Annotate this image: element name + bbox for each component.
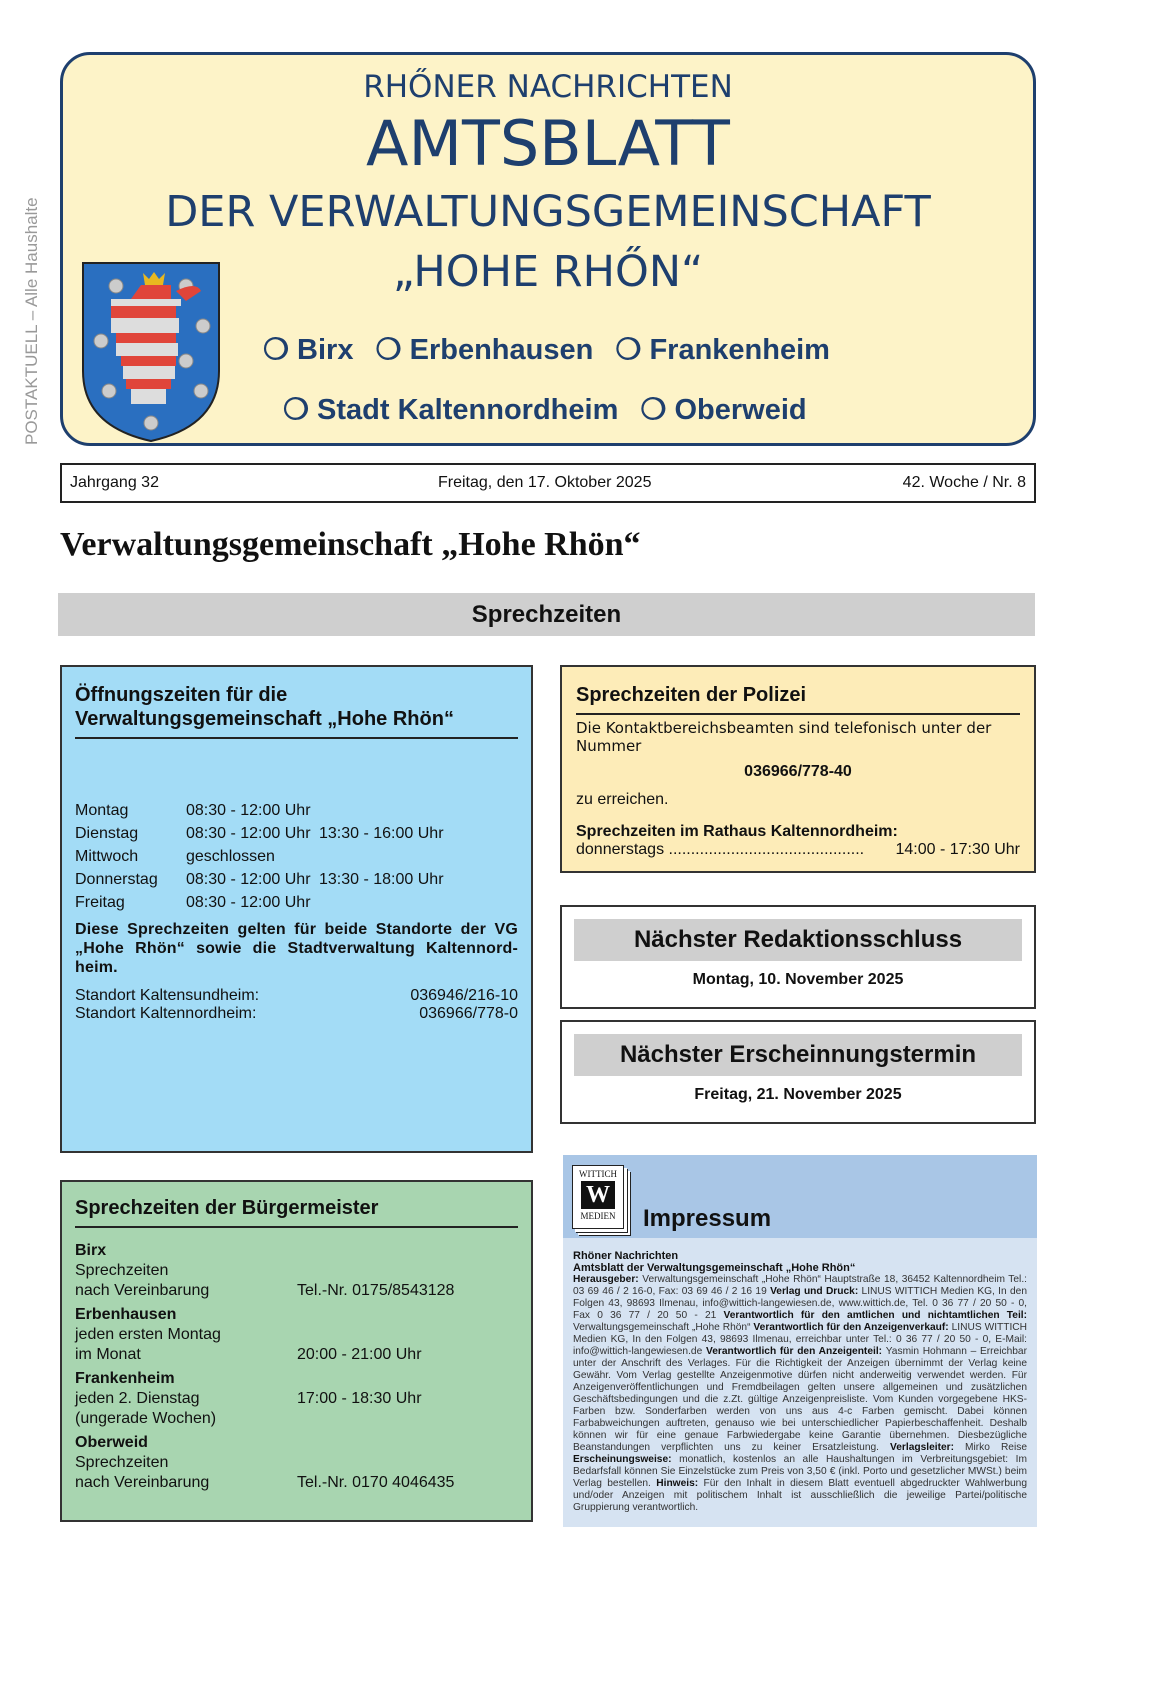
volume: Jahrgang 32	[70, 474, 159, 491]
issue-number: 42. Woche / Nr. 8	[902, 474, 1026, 491]
member-places-row2	[283, 392, 821, 427]
mayor-schedule: im Monat	[75, 1346, 141, 1363]
mayor-contact: 20:00 - 21:00 Uhr	[297, 1346, 422, 1363]
mayor-row	[75, 1474, 518, 1492]
impressum-label: Hinweis:	[656, 1478, 704, 1489]
mayor-place: Erbenhausen	[75, 1306, 177, 1323]
deadline-title: Nächster Redaktionsschluss	[574, 919, 1022, 961]
mayors-title: Sprechzeiten der Bürgermeister	[75, 1196, 518, 1228]
time-morning: 08:30 - 12:00 Uhr	[186, 825, 311, 842]
issue-date: Freitag, den 17. Oktober 2025	[438, 474, 652, 491]
masthead-line4: „HOHE RHŐN“	[392, 247, 704, 297]
issue-info-bar	[60, 463, 1036, 503]
impressum-label: Verlagsleiter:	[890, 1442, 966, 1453]
day: Dienstag	[75, 825, 139, 842]
mayor-row	[75, 1410, 518, 1428]
place-erbenhausen: ❍ Erbenhausen	[375, 334, 594, 366]
phone-row	[75, 987, 518, 1005]
impressum-h2: Amtsblatt der Verwaltungsgemeinschaft „Hohe Rhön“	[573, 1262, 856, 1274]
place-oberweid: ❍ Oberweid	[640, 394, 807, 426]
opening-row	[75, 845, 518, 868]
mayor-schedule: nach Vereinbarung	[75, 1282, 210, 1299]
place-birx: ❍ Birx	[263, 334, 354, 366]
opening-row	[75, 891, 518, 914]
police-text: Die Kontaktbereichsbeamten sind telefonisch unter der Nummer	[576, 719, 992, 755]
time-afternoon: 13:30 - 18:00 Uhr	[319, 871, 444, 888]
day: Mittwoch	[75, 848, 139, 865]
next-issue-box	[560, 1020, 1036, 1124]
logo-bottom: MEDIEN	[580, 1211, 616, 1221]
mayor-row	[75, 1454, 518, 1472]
impressum-value: Für den Inhalt in diesem Blatt eventuell abgedruckter Wahlwerbung und/oder Anzeigen mit politischem Inhalt ist ausschließlich die jeweilige Partei/politische Gruppierung verantwortlich.	[573, 1478, 1027, 1513]
time-morning: 08:30 - 12:00 Uhr	[186, 802, 311, 819]
opening-hours-note: Diese Sprechzeiten gelten für beide Standorte der VG „Hohe Rhön“ sowie die Stadtverwaltung Kaltennord-heim.	[75, 921, 518, 976]
mayor-place: Birx	[75, 1242, 107, 1259]
mayor-schedule: jeden ersten Montag	[75, 1326, 221, 1343]
rathaus-time: 14:00 - 17:30 Uhr	[895, 841, 1020, 858]
impressum-label: Verantwortlich für den Anzeigenverkauf:	[753, 1322, 952, 1333]
mayor-contact: Tel.-Nr. 0175/8543128	[297, 1282, 455, 1299]
impressum-value: Mirko Reise	[965, 1442, 1027, 1453]
impressum-value: Verwaltungsgemeinschaft „Hohe Rhön“ Hauptstraße 18, 36452 Kaltennordheim Tel.: 03 69 46 / 2 16-0, Fax: 03 69 46 / 2 16 19	[573, 1274, 1027, 1297]
member-places-row1	[263, 332, 844, 367]
impressum-value: Verwaltungsgemeinschaft „Hohe Rhön“	[573, 1322, 754, 1333]
day: Donnerstag	[75, 871, 158, 888]
impressum-title: Impressum	[643, 1205, 772, 1232]
time-morning: geschlossen	[186, 848, 275, 865]
time-morning: 08:30 - 12:00 Uhr	[186, 871, 311, 888]
police-title: Sprechzeiten der Polizei	[576, 683, 1020, 715]
impressum-value: monatlich, kostenlos an alle Haushaltungen im Verbreitungsgebiet: Im Bedarfsfall können Sie Einzelstücke zum Preis von 3,50 € (inkl. Porto und gesetzlicher MWSt.) beim Verlag bestellen.	[573, 1454, 1027, 1489]
mayor-contact: Tel.-Nr. 0170 4046435	[297, 1474, 455, 1491]
deadline-date: Montag, 10. November 2025	[692, 971, 904, 988]
impressum-h1: Rhöner Nachrichten	[573, 1250, 679, 1262]
impressum-label: Verantwortlich für den amtlichen und nichtamtlichen Teil:	[723, 1310, 1027, 1321]
rathaus-day: donnerstags ............................................	[576, 841, 865, 858]
day: Freitag	[75, 894, 125, 911]
opening-row	[75, 868, 518, 891]
mayors-box	[60, 1180, 533, 1522]
masthead-line3: DER VERWALTUNGSGEMEINSCHAFT	[165, 187, 931, 237]
masthead	[60, 52, 1036, 446]
opening-hours-title: Öffnungszeiten für die Verwaltungsgemeinschaft „Hohe Rhön“	[75, 684, 454, 730]
mayor-schedule: nach Vereinbarung	[75, 1474, 210, 1491]
rathaus-title: Sprechzeiten im Rathaus Kaltennordheim:	[576, 823, 898, 840]
impressum-value: Yasmin Hohmann – Erreichbar unter der Anschrift des Verlages. Für die Richtigkeit der Anzeigen übernimmt der Verlag keine Gewähr. Vom Verlag gestellte Anzeigenmotive dürfen nicht anderweitig verwendet werden. Für Anzeigenveröffentlichungen und Fremdbeilagen gelten unsere allgemeinen und zusätzlichen Geschäftsbedingungen und die z.Zt. gültige Anzeigenpreisliste. Vom Kunden vorgegebene HKS-Farben bzw. Sonderfarben werden von uns aus 4-c Farben gemischt. Dabei können Farbabweichungen auftreten, genauso wie bei unterschiedlicher Papierbeschaffenheit. Deshalb können wir für eine genaue Farbwiedergabe keine Garantie übernehmen. Diesbezügliche Beanstandungen verpflichten uns zu keiner Ersatzleistung.	[573, 1346, 1027, 1453]
mayor-row	[75, 1326, 518, 1344]
time-morning: 08:30 - 12:00 Uhr	[186, 894, 311, 911]
police-box	[560, 665, 1036, 873]
mayor-schedule: Sprechzeiten	[75, 1262, 169, 1279]
next-issue-title: Nächster Erscheinnungstermin	[574, 1034, 1022, 1076]
coat-of-arms-icon	[81, 261, 221, 443]
distribution-note: POSTAKTUELL – Alle Haushalte	[22, 197, 41, 445]
impressum-value: LINUS WITTICH Medien KG, In den Folgen 43, 98693 Ilmenau, info@wittich-langewiesen.de, www.wittich.de, Tel. 0 36 77 / 20 50 - 0, Fax 0 36 77 / 20 50 - 21	[573, 1286, 1027, 1321]
place-frankenheim: ❍ Frankenheim	[615, 334, 830, 366]
masthead-subtitle: RHŐNER NACHRICHTEN	[363, 69, 733, 105]
opening-row	[75, 822, 518, 845]
place-kaltennordheim: ❍ Stadt Kaltennordheim	[283, 394, 619, 426]
impressum-value: LINUS WITTICH Medien KG, In den Folgen 43, 98693 Ilmenau, erreichbar unter Tel.: 0 36 77 / 20 50 - 0, E-Mail: info@wittich-langewiesen.de	[573, 1322, 1028, 1357]
phone-number[interactable]: 036946/216-10	[410, 987, 518, 1004]
section-bar: Sprechzeiten	[58, 593, 1035, 636]
mayor-schedule: jeden 2. Dienstag	[75, 1390, 200, 1407]
mayor-schedule: (ungerade Wochen)	[75, 1410, 217, 1427]
mayor-contact: 17:00 - 18:30 Uhr	[297, 1390, 422, 1407]
phone-number[interactable]: 036966/778-0	[419, 1005, 518, 1022]
impressum-label: Erscheinungsweise:	[573, 1454, 680, 1465]
masthead-title: AMTSBLATT	[366, 107, 730, 180]
deadline-box	[560, 905, 1036, 1009]
mayor-row	[75, 1346, 518, 1364]
mayor-row	[75, 1282, 518, 1300]
page-heading: Verwaltungsgemeinschaft „Hohe Rhön“	[60, 526, 641, 563]
phone-row	[75, 1005, 518, 1023]
opening-hours-box	[60, 665, 533, 1153]
impressum-label: Herausgeber:	[573, 1274, 643, 1285]
mayor-row	[75, 1262, 518, 1280]
mayor-schedule: Sprechzeiten	[75, 1454, 169, 1471]
next-issue-date: Freitag, 21. November 2025	[694, 1086, 902, 1103]
wittich-logo: WITTICH W MEDIEN	[572, 1165, 624, 1229]
phone-label: Standort Kaltensundheim:	[75, 987, 260, 1004]
police-after: zu erreichen.	[576, 791, 669, 808]
impressum-text	[573, 1274, 1027, 1514]
mayor-place: Frankenheim	[75, 1370, 175, 1387]
impressum	[563, 1155, 1037, 1527]
impressum-label: Verlag und Druck:	[770, 1286, 862, 1297]
mayor-row	[75, 1390, 518, 1408]
phone-label: Standort Kaltennordheim:	[75, 1005, 257, 1022]
impressum-label: Verantwortlich für den Anzeigenteil:	[705, 1346, 886, 1357]
time-afternoon: 13:30 - 16:00 Uhr	[319, 825, 444, 842]
police-phone[interactable]: 036966/778-40	[744, 763, 852, 780]
opening-row	[75, 799, 518, 822]
logo-top: WITTICH	[579, 1169, 617, 1179]
mayor-place: Oberweid	[75, 1434, 148, 1451]
day: Montag	[75, 802, 129, 819]
